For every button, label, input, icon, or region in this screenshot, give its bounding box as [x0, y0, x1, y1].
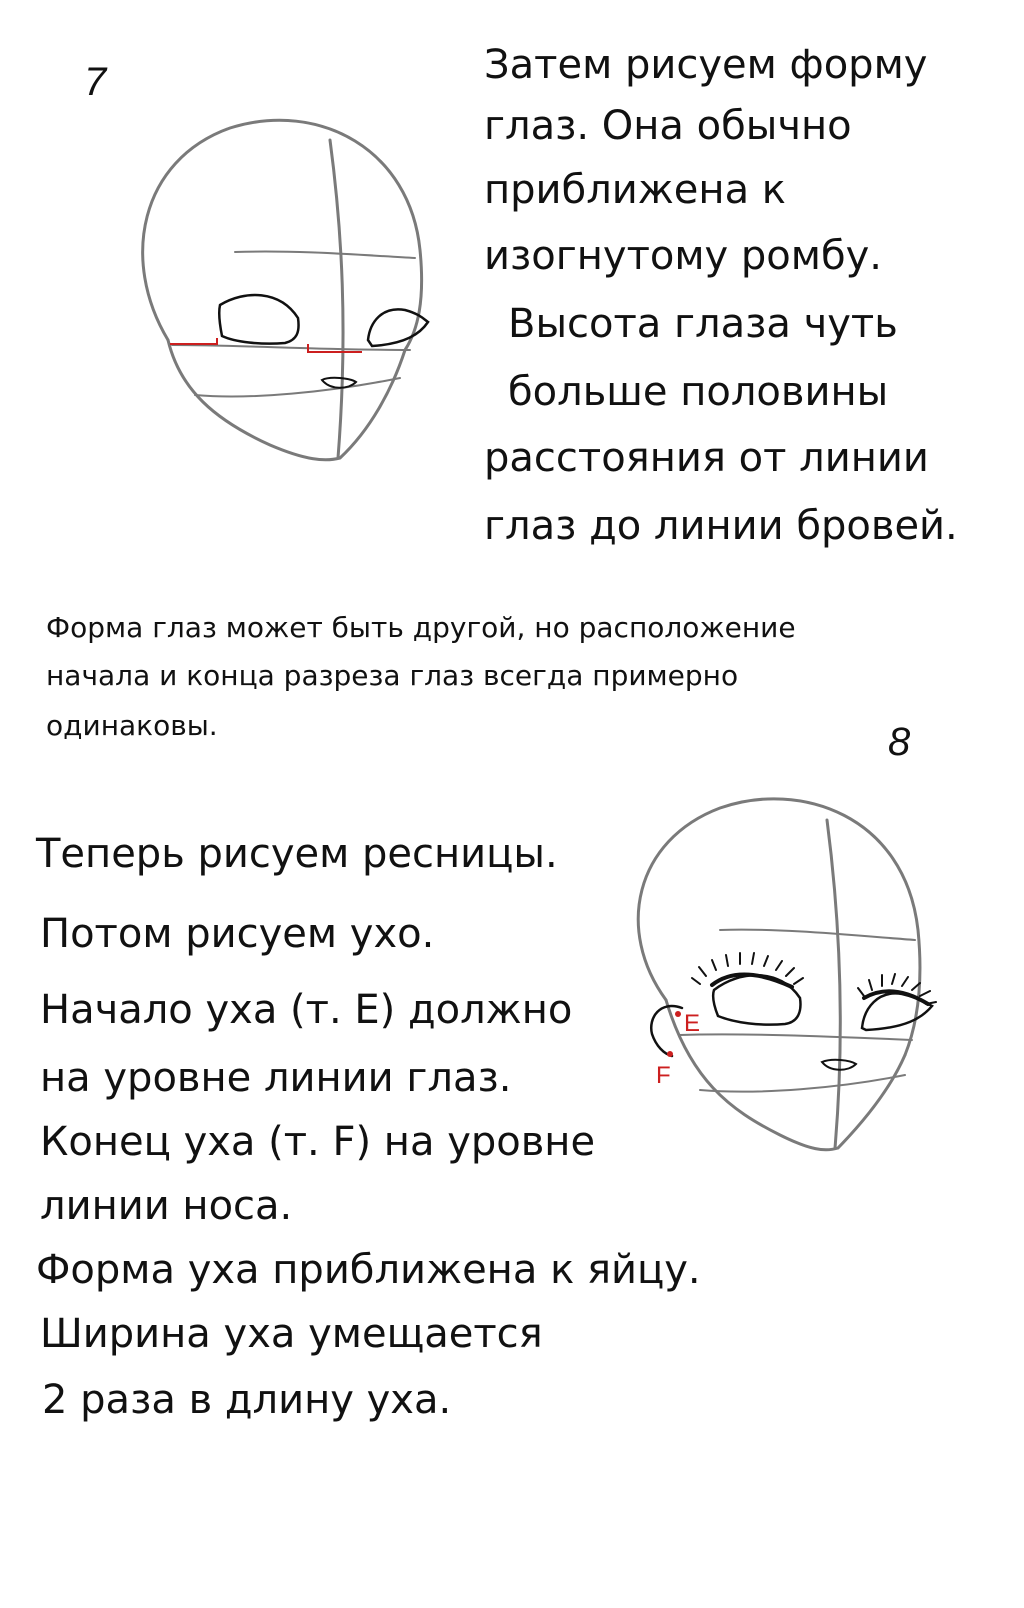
step-7-line-5: Высота глаза чуть: [508, 301, 898, 347]
note-line-1: Форма глаз может быть другой, но расположение: [46, 611, 796, 644]
step-7-line-8: глаз до линии бровей.: [484, 503, 958, 549]
step-7-line-3: приближена к: [484, 167, 786, 213]
step-7-line-6: больше половины: [508, 369, 889, 415]
step-8-line-8: Ширина уха умещается: [40, 1311, 543, 1357]
ear-point-e-label: E: [684, 1010, 701, 1037]
step-number-7: 7: [84, 60, 107, 104]
step-8-line-9: 2 раза в длину уха.: [42, 1377, 452, 1423]
step-8-line-6: линии носа.: [40, 1183, 293, 1229]
step-8-line-7: Форма уха приближена к яйцу.: [36, 1247, 701, 1293]
step-8-line-2: Потом рисуем ухо.: [40, 911, 435, 957]
ear-point-f-label: F: [656, 1062, 671, 1089]
step-7-line-4: изогнутому ромбу.: [484, 233, 883, 279]
step-7-line-2: глаз. Она обычно: [484, 103, 852, 149]
note-line-3: одинаковы.: [46, 709, 218, 742]
step-8-line-5: Конец уха (т. F) на уровне: [40, 1119, 596, 1165]
step-8-line-3: Начало уха (т. E) должно: [40, 987, 573, 1033]
note-line-2: начала и конца разреза глаз всегда примерно: [46, 659, 739, 692]
step-8-line-4: на уровне линии глаз.: [40, 1055, 512, 1101]
step-7-line-1: Затем рисуем форму: [484, 42, 928, 88]
step-8-line-1: Теперь рисуем ресницы.: [36, 831, 558, 877]
step-number-8: 8: [888, 720, 911, 764]
step-7-line-7: расстояния от линии: [484, 435, 929, 481]
